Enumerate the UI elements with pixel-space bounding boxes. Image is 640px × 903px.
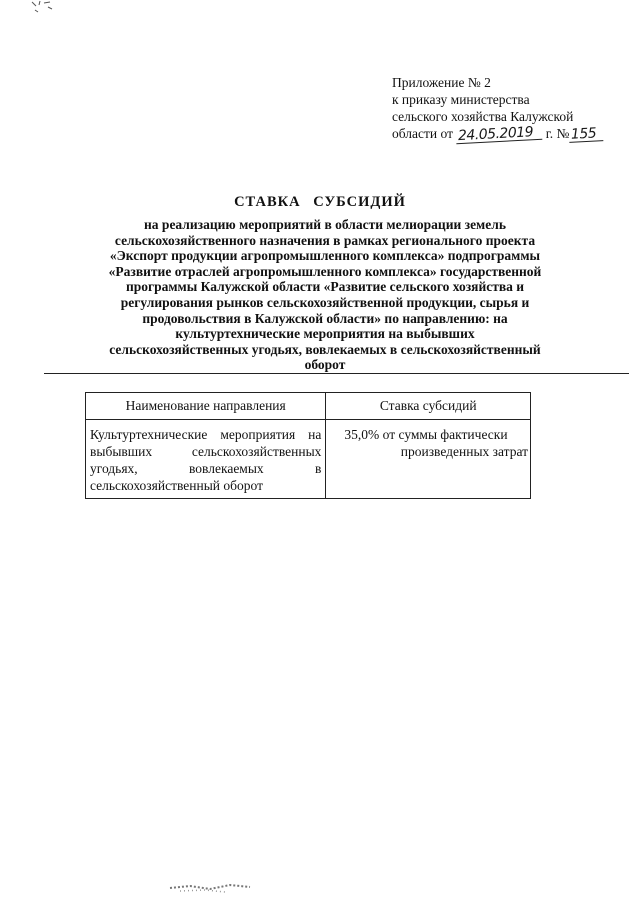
subtitle-line: «Развитие отраслей агропромышленного комплекса» государственной: [108, 263, 542, 279]
appendix-line-1: Приложение № 2: [392, 75, 491, 90]
appendix-block: [392, 74, 632, 145]
rate-value-line-2: произведенных затрат: [400, 444, 528, 459]
horizontal-divider: [44, 373, 629, 374]
handwritten-date: 24.05.2019: [456, 126, 543, 144]
cell-direction: Культуртехнические мероприятия на выбывших сельскохозяйственных угодьях, вовлекаемых в сельскохозяйственный оборот: [86, 420, 326, 499]
header-rate: Ставка субсидий: [326, 393, 531, 420]
appendix-date-prefix: области от: [392, 126, 453, 141]
subtitle-line: культуртехнические мероприятия на выбывших: [175, 326, 475, 342]
document-title: СТАВКА СУБСИДИЙ: [234, 194, 406, 210]
scan-artifact-smudge: [150, 878, 270, 894]
scan-artifact-mark: [30, 0, 58, 14]
rate-value-line-1: 35,0% от суммы фактически: [344, 427, 508, 442]
subtitle-line: на реализацию мероприятий в области мелиорации земель: [144, 217, 506, 232]
appendix-line-4: [392, 124, 632, 145]
subsidy-rate-table: [85, 392, 531, 499]
subtitle-line: регулирования рынков сельскохозяйственной продукции, сырья и: [120, 294, 530, 310]
subtitle-line: сельскохозяйственных угодьях, вовлекаемых в сельскохозяйственный: [109, 341, 541, 357]
appendix-number-prefix: г. №: [545, 126, 570, 141]
document-subtitle: [40, 217, 610, 373]
table-row: [86, 420, 531, 499]
subtitle-line: оборот: [304, 357, 346, 373]
cell-rate: [326, 420, 531, 499]
subtitle-line: продовольствия в Калужской области» по направлению: на: [142, 310, 508, 326]
appendix-line-3: сельского хозяйства Калужской: [392, 109, 574, 124]
appendix-line-2: к приказу министерства: [392, 92, 530, 107]
subtitle-line: сельскохозяйственного назначения в рамках регионального проекта: [114, 232, 536, 248]
subtitle-line: «Экспорт продукции агропромышленного комплекса» подпрограммы: [109, 248, 541, 264]
subtitle-line: программы Калужской области «Развитие сельского хозяйства и: [125, 279, 525, 295]
handwritten-number: 155: [569, 127, 604, 143]
header-direction: Наименование направления: [86, 393, 326, 420]
table-header-row: [86, 393, 531, 420]
